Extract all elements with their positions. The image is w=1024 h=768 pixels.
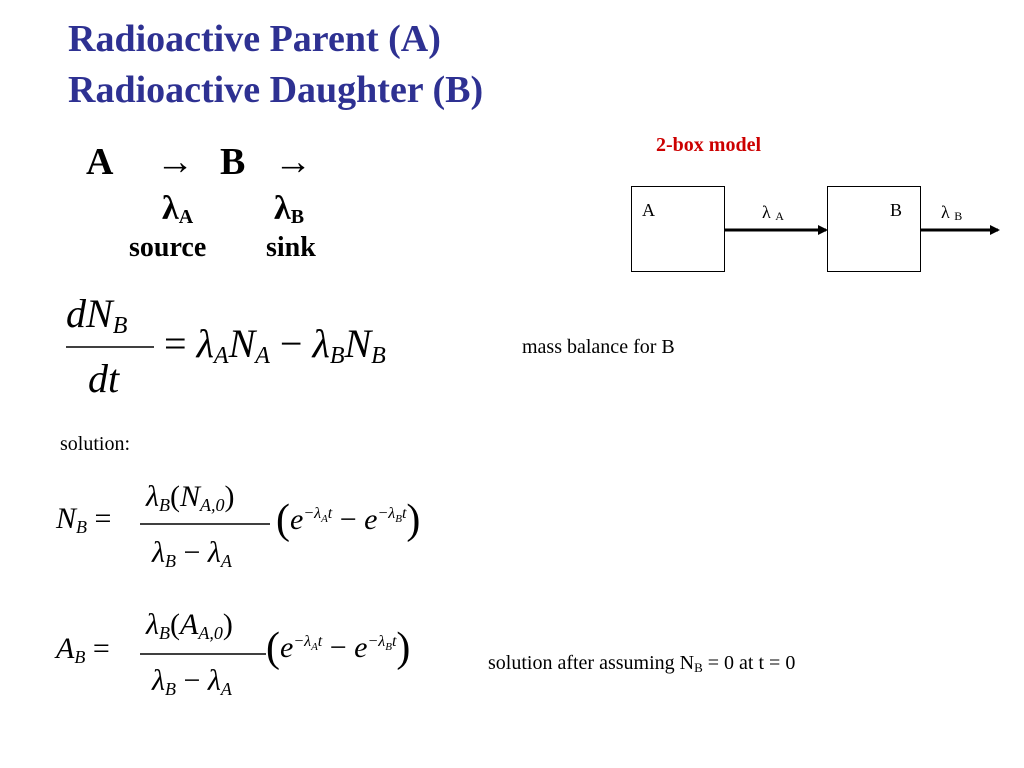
lambda-a-label: $\lambda_A$	[162, 190, 194, 228]
ab-solution-lhs: $A_B$ =	[56, 632, 110, 667]
species-a: A	[86, 141, 114, 183]
box-a-label: A	[642, 200, 655, 220]
nb-solution-exponential: $(e^{-\lambda_At} - e^{-\lambda_Bt})$	[276, 497, 421, 543]
arrow-b-out-icon: →	[274, 141, 312, 183]
solution-assumption-note: solution after assuming $N_B = 0$ at t = 0	[488, 652, 796, 675]
species-b: B	[220, 141, 246, 183]
ab-solution-exponential: $(e^{-\lambda_At} - e^{-\lambda_Bt})$	[266, 625, 411, 671]
mass-balance-numerator: $dN_B$	[66, 291, 128, 339]
source-label: source	[129, 232, 207, 263]
arrow-a-to-b-icon: →	[156, 141, 194, 183]
ab-solution-denominator: $\lambda_B - \lambda_A$	[152, 664, 232, 699]
sink-label: sink	[266, 232, 316, 263]
solution-label: solution:	[60, 433, 131, 455]
mass-balance-note: mass balance for B	[522, 336, 675, 358]
mass-balance-denominator: dt	[88, 356, 120, 401]
two-box-model-title: 2-box model	[656, 134, 761, 156]
nb-solution-lhs: $N_B$ =	[56, 502, 112, 537]
title-line-daughter: Radioactive Daughter (B)	[68, 69, 484, 111]
nb-solution-denominator: $\lambda_B - \lambda_A$	[152, 536, 232, 571]
title-line-parent: Radioactive Parent (A)	[68, 18, 441, 60]
box-b-label: B	[890, 200, 903, 220]
ab-solution-numerator: $\lambda_B(A_{A,0})$	[146, 608, 233, 643]
nb-solution-numerator: $\lambda_B(N_{A,0})$	[146, 480, 235, 515]
lambda-b-label: $\lambda_B$	[274, 190, 305, 228]
mass-balance-rhs: = $\lambda_AN_A - \lambda_BN_B$	[164, 321, 386, 369]
flow-a-label: λ $_A$	[762, 202, 784, 223]
flow-b-label: λ $_B$	[941, 202, 963, 223]
